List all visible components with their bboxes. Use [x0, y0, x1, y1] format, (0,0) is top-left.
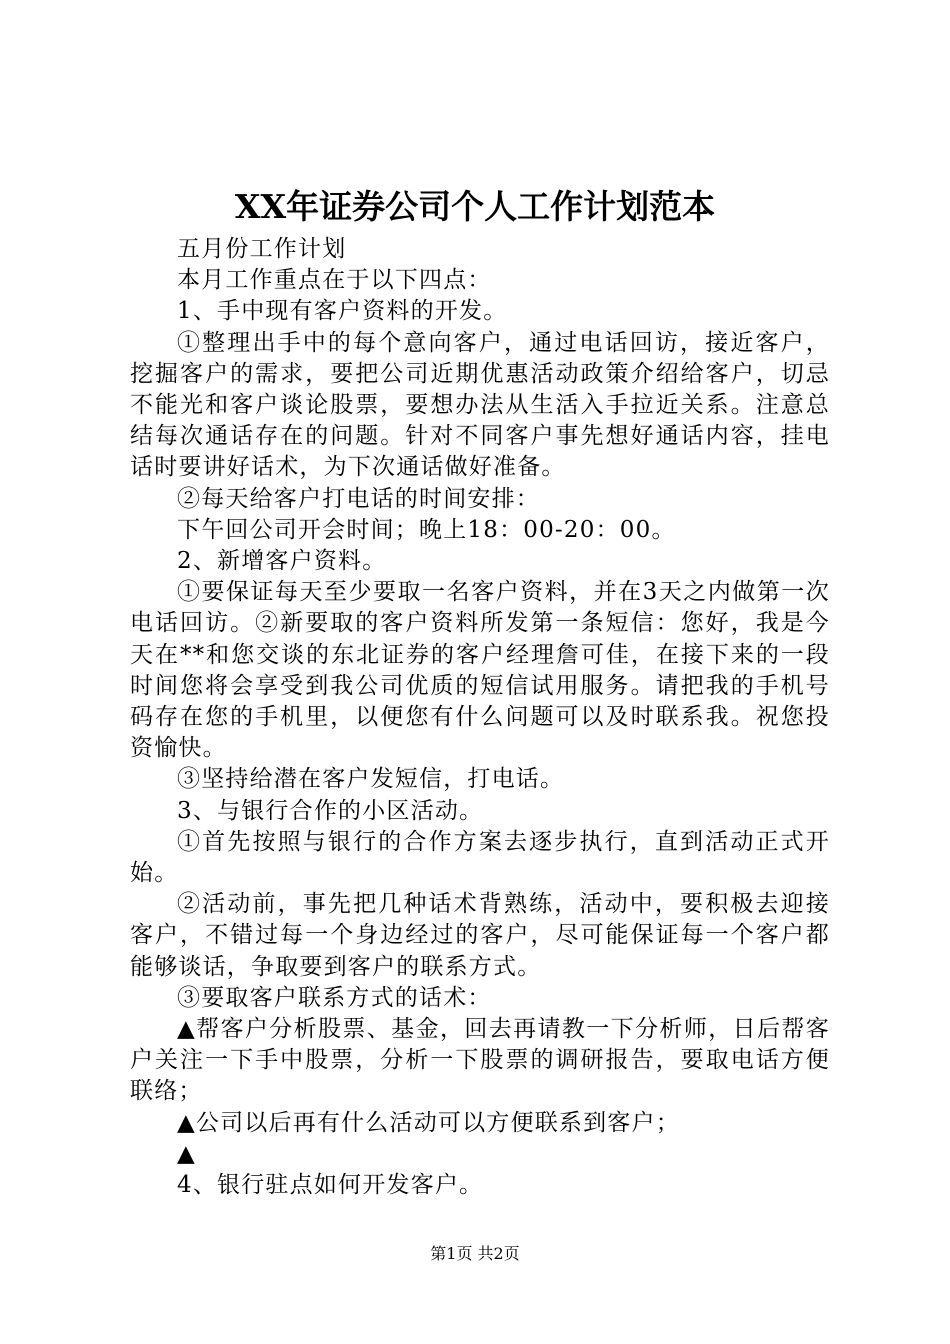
paragraph-focus-intro: 本月工作重点在于以下四点：: [177, 267, 492, 294]
paragraph-2-item-1: ①要保证每天至少要取一名客户资料，并在3天之内做第一次电话回访。②新要取的客户资料所发第一条短信：您好，我是今天在**和您交谈的东北证券的客户经理詹可佳，在接下来的一段时间您将会享受到我公司优质的短信试用服务。请把我的手机号码存在您的手机里，以便您有什么问题可以及时联系我。祝您投资愉快。: [130, 579, 830, 762]
paragraph-month-plan: 五月份工作计划: [177, 236, 347, 262]
paragraph-1-item-1: ①整理出手中的每个意向客户，通过电话回访，接近客户，挖掘客户的需求，要把公司近期优惠活动政策介绍给客户，切忌不能光和客户谈论股票，要想办法从生活入手拉近关系。注意总结每次通话存在的问题。针对不同客户事先想好通话内容，挂电话时要讲好话术，为下次通话做好准备。: [130, 329, 830, 481]
paragraph-section-3: 3、与银行合作的小区活动。: [177, 797, 484, 824]
document-body: [130, 234, 830, 1201]
paragraph-3-item-1: ①首先按照与银行的合作方案去逐步执行，直到活动正式开始。: [130, 828, 830, 887]
paragraph-section-4: 4、银行驻点如何开发客户。: [177, 1172, 484, 1199]
page-number-footer: 第1页 共2页: [430, 1244, 520, 1263]
paragraph-3-item-2: ②活动前，事先把几种话术背熟练，活动中，要积极去迎接客户，不错过每一个身边经过的客户，尽可能保证每一个客户都能够谈话，争取要到客户的联系方式。: [130, 891, 830, 980]
paragraph-3-item-3: ③要取客户联系方式的话术：: [177, 984, 492, 1011]
bullet-item-1: ▲帮客户分析股票、基金，回去再请教一下分析师，日后帮客户关注一下手中股票，分析一下股票的调研报告，要取电话方便联络；: [130, 1016, 830, 1105]
paragraph-1-item-2: ②每天给客户打电话的时间安排：: [177, 485, 540, 512]
paragraph-2-item-3: ③坚持给潜在客户发短信，打电话。: [177, 766, 565, 793]
bullet-item-3: ▲: [177, 1140, 196, 1167]
document-title: XX年证券公司个人工作计划范本: [234, 187, 716, 226]
bullet-item-2: ▲公司以后再有什么活动可以方便联系到客户；: [177, 1109, 680, 1136]
paragraph-call-schedule: 下午回公司开会时间；晚上18：00-20：00。: [177, 516, 676, 543]
paragraph-section-2: 2、新增客户资料。: [177, 548, 387, 575]
paragraph-section-1: 1、手中现有客户资料的开发。: [177, 298, 508, 325]
